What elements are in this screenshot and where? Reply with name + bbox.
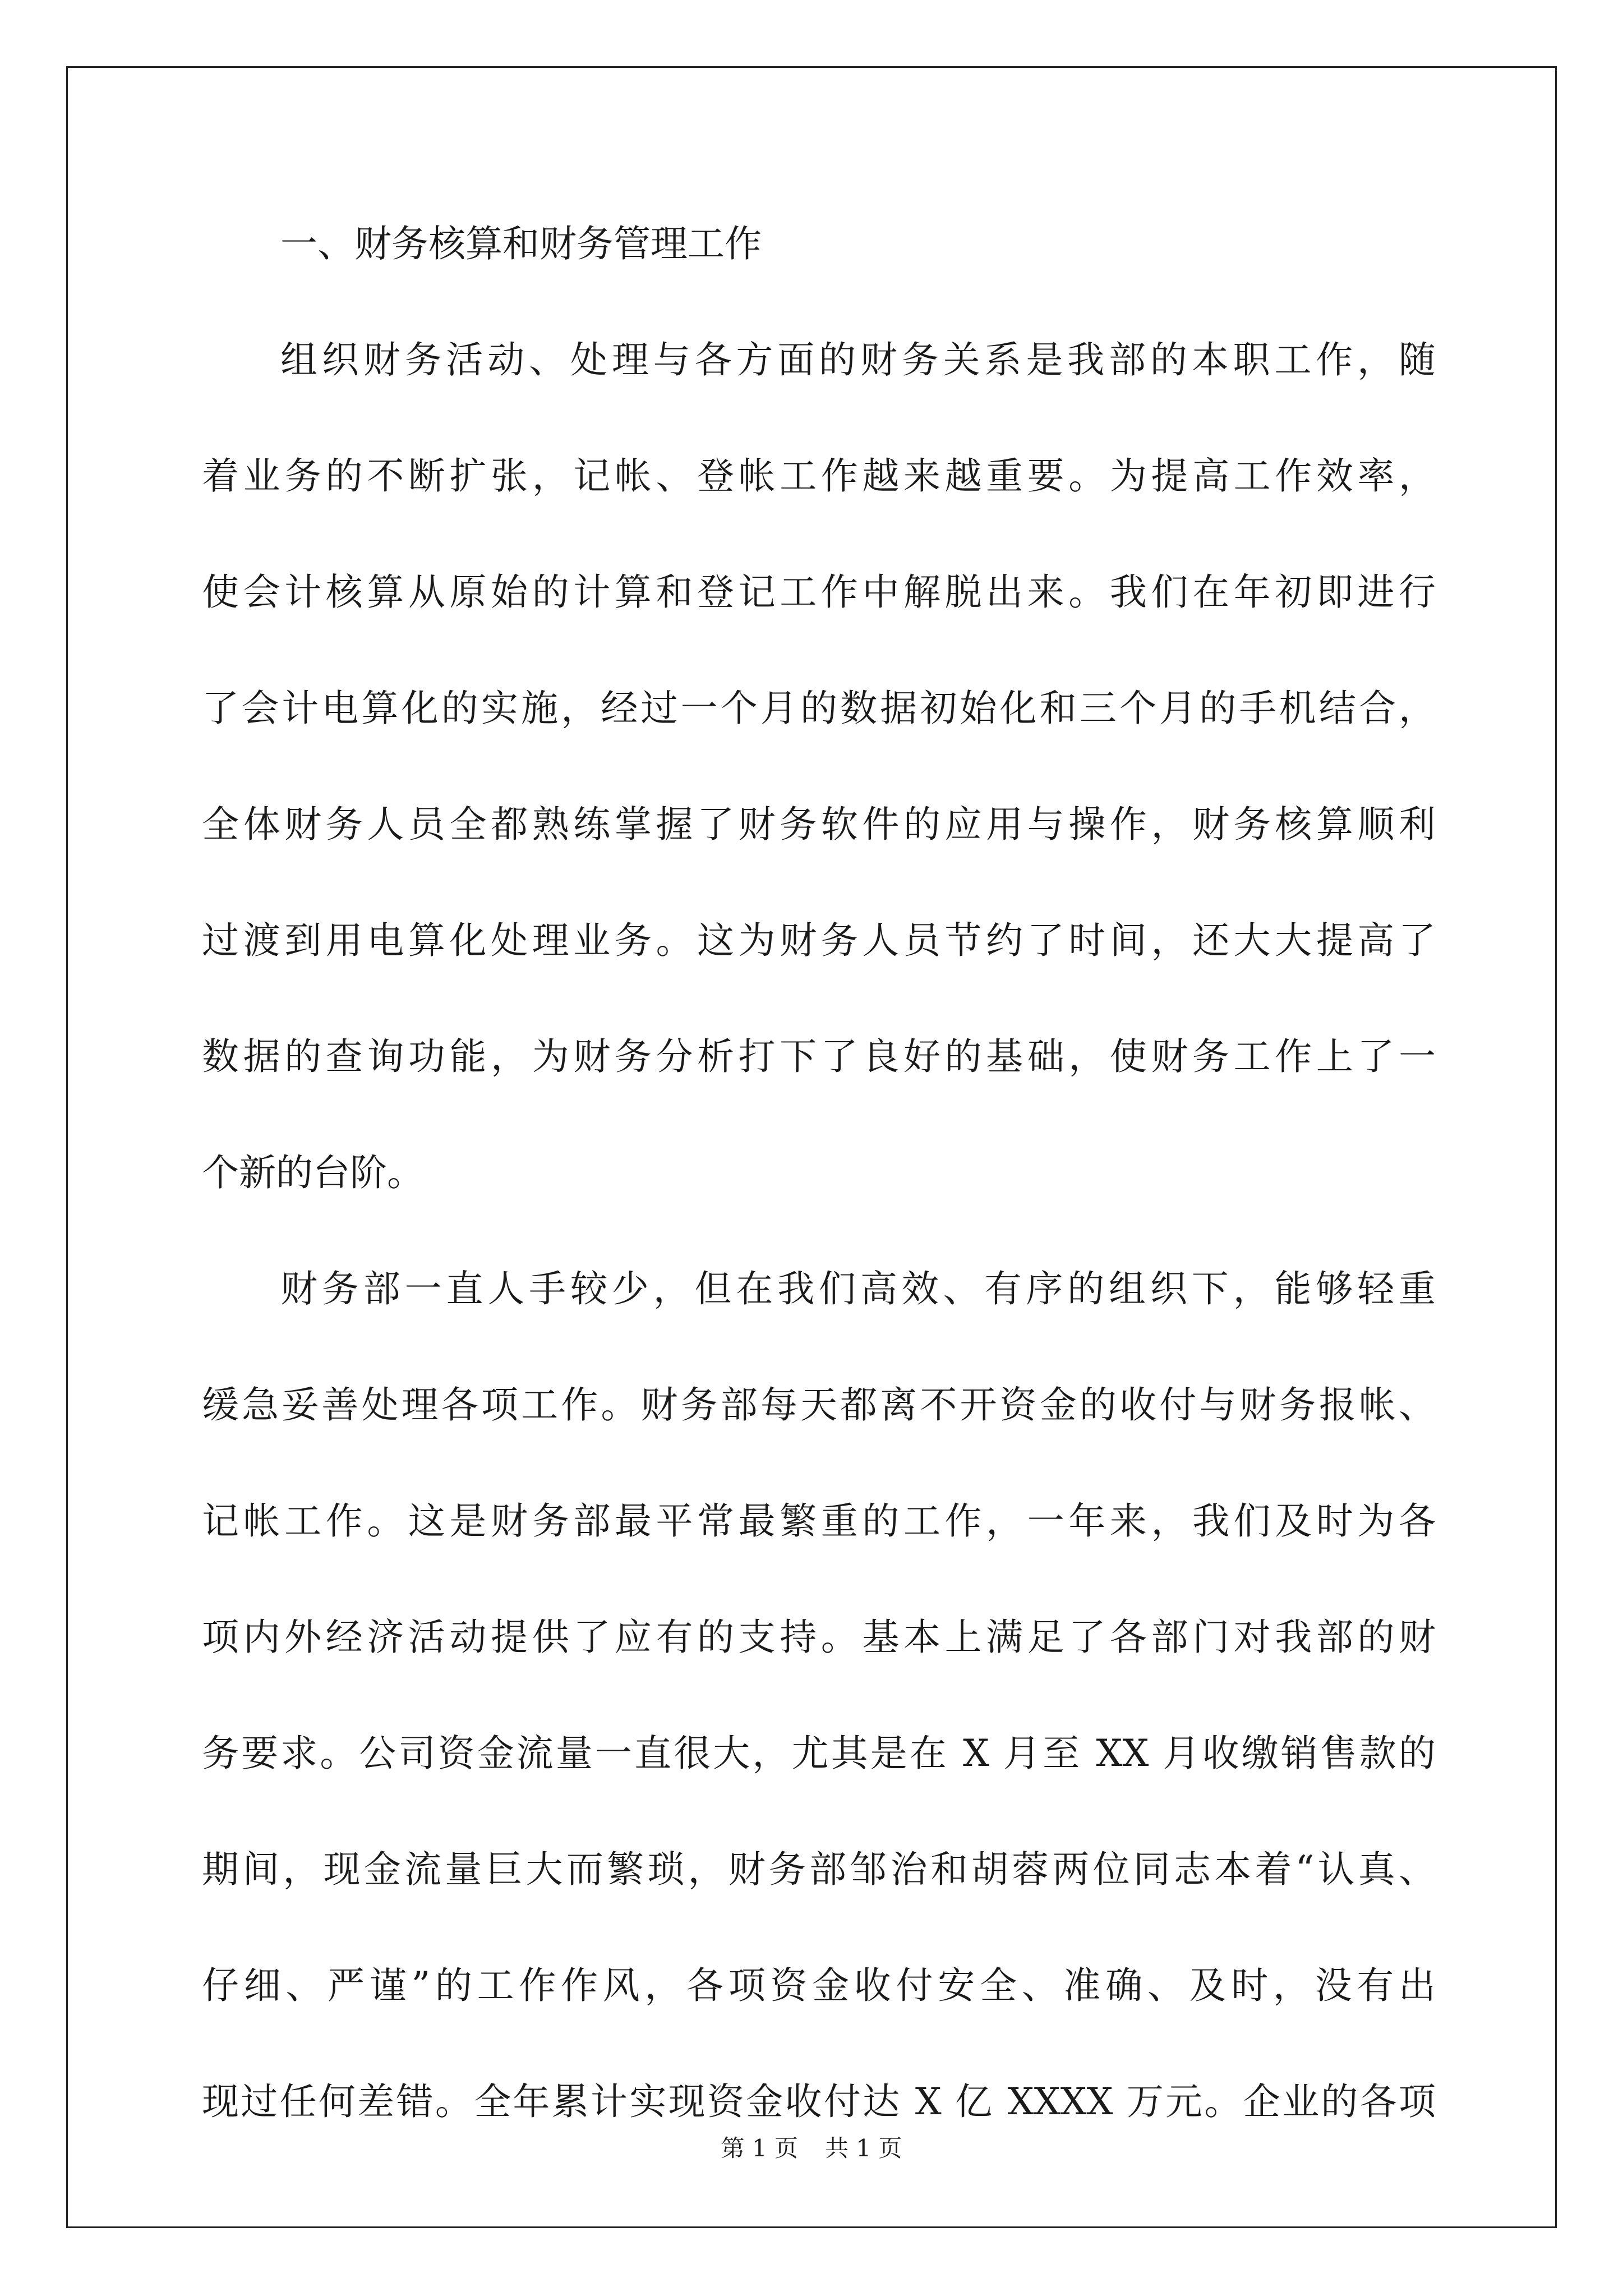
paragraph-1-line-1: 组织财务活动、处理与各方面的财务关系是我部的本职工作，随: [280, 338, 1436, 381]
paragraph-2-line-5: 务要求。公司资金流量一直很大，尤其是在 X 月至 XX 月收缴销售款的: [202, 1732, 1436, 1775]
paragraph-1-line-6: 过渡到用电算化处理业务。这为财务人员节约了时间，还大大提高了: [202, 919, 1436, 962]
paragraph-2-line-6: 期间，现金流量巨大而繁琐，财务部邹治和胡蓉两位同志本着“认真、: [202, 1848, 1436, 1891]
document-body: [202, 213, 1436, 2187]
paragraph-1-line-8: 个新的台阶。: [202, 1151, 424, 1194]
paragraph-1-line-5: 全体财务人员全都熟练掌握了财务软件的应用与操作，财务核算顺利: [202, 803, 1436, 846]
paragraph-2-line-7: 仔细、严谨”的工作作风，各项资金收付安全、准确、及时，没有出: [202, 1964, 1436, 2007]
paragraph-2-line-2: 缓急妥善处理各项工作。财务部每天都离不开资金的收付与财务报帐、: [202, 1383, 1436, 1427]
paragraph-2-line-1: 财务部一直人手较少，但在我们高效、有序的组织下，能够轻重: [280, 1267, 1436, 1310]
paragraph-2-line-4: 项内外经济活动提供了应有的支持。基本上满足了各部门对我部的财: [202, 1616, 1436, 1659]
paragraph-2-line-3: 记帐工作。这是财务部最平常最繁重的工作，一年来，我们及时为各: [202, 1499, 1436, 1543]
paragraph-1-line-4: 了会计电算化的实施，经过一个月的数据初始化和三个月的手机结合，: [202, 687, 1436, 730]
page-footer: [0, 2132, 1623, 2165]
paragraph-1-line-7: 数据的查询功能，为财务分析打下了良好的基础，使财务工作上了一: [202, 1035, 1436, 1078]
page-total: 共 1 页: [825, 2134, 902, 2162]
page-number: 第 1 页: [721, 2134, 798, 2162]
paragraph-1-line-3: 使会计核算从原始的计算和登记工作中解脱出来。我们在年初即进行: [202, 570, 1436, 614]
section-heading: 一、财务核算和财务管理工作: [280, 222, 762, 265]
paragraph-2-line-8: 现过任何差错。全年累计实现资金收付达 X 亿 XXXX 万元。企业的各项: [202, 2080, 1436, 2123]
paragraph-1-line-2: 着业务的不断扩张，记帐、登帐工作越来越重要。为提高工作效率，: [202, 454, 1436, 498]
